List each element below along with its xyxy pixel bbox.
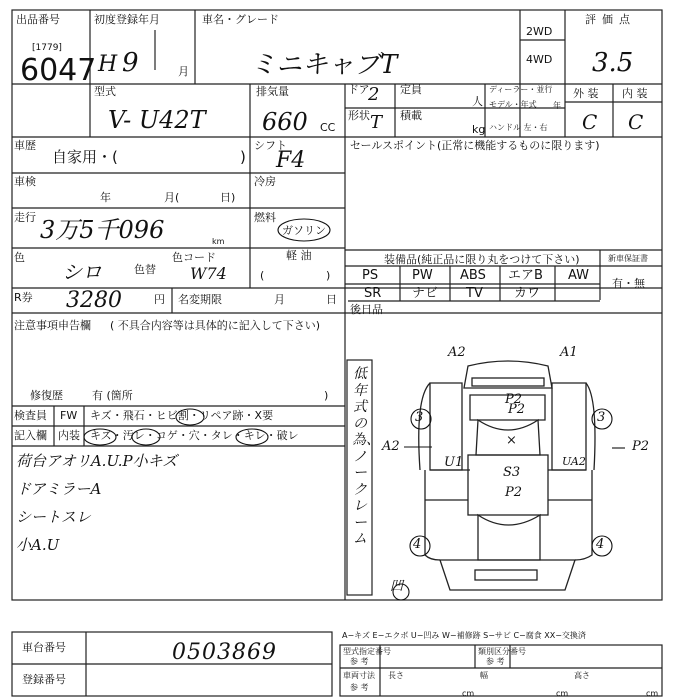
height-label: 高さ [574,671,590,680]
history-value: 自家用・( [52,148,118,166]
diagram-mark: P2 [505,392,523,407]
inspection-year: 年 [100,191,111,204]
interior-label: 内 装 [622,87,648,100]
handwritten-note-line: 荷台アオリA.U.P小キズ [16,452,178,470]
diagram-mark: P2 [508,402,526,417]
fw-label: FW [60,409,78,422]
history-label: 車歴 [14,139,36,152]
displacement-label: 排気量 [256,85,289,98]
chassis-label: 車台番号 [22,641,66,654]
next-day-label: 後日品 [350,303,383,316]
handwritten-note-line: シートスレ [16,508,91,526]
shape-label: 形状 [348,109,370,122]
ref-3: 参 考 [350,683,369,692]
equipment-item: TV [466,286,483,301]
warranty-label: 新車保証書 [608,254,648,263]
width-label: 幅 [480,671,488,680]
warranty-value: 有・無 [612,277,645,290]
shift-label: シフト [254,139,287,152]
aircon-label: 冷房 [254,175,276,188]
color-code: W74 [190,264,227,283]
ref-2: 参 考 [486,657,505,666]
first-registration-label: 初度登録年月 [94,13,160,26]
model-year-label: モデル・年式 [489,100,537,109]
diagram-mark: P2 [632,439,650,454]
diagram-mark: A2 [448,345,466,360]
diagram-mark: U1 [444,455,464,470]
equipment-item: ABS [460,268,486,283]
equipment-item: AW [568,268,590,283]
diagram-mark: 4 [596,537,605,552]
chassis-value: 0503869 [172,640,277,665]
equipment-item: エアB [508,268,543,283]
lot-number-small: [1779] [32,43,62,53]
recycle-value: 3280 [66,288,122,313]
equipment-item: PS [362,268,379,283]
load-label: 積載 [400,109,422,122]
equipment-label: 装備品(純正品に限り丸をつけて下さい) [384,253,580,266]
dealer-label: ディーラー・並行 [489,85,553,94]
selling-points-label: セールスポイント(正常に機能するものに限ります) [350,139,600,152]
diagram-mark: × [506,433,517,448]
load-unit: kg [472,123,486,136]
handle-label: ハンドル 左・右 [489,123,548,132]
mileage-label: 走行 [14,211,36,224]
mileage-value: 3万5千096 [40,216,165,244]
size-label: 車両寸法 [343,671,375,680]
inspector-label-1: 検査員 [14,409,47,422]
capacity-unit: 人 [472,95,483,108]
drive-4wd: 4WD [526,53,553,66]
fuel-label: 燃料 [254,211,276,224]
fuel-diesel: 軽 油 [286,249,312,262]
name-change-label: 名変期限 [178,293,222,306]
color-code-label: 色コード [172,251,216,264]
interior-inspect-items: キズ・汚レ・コゲ・穴・タレ・キレ・破レ [90,429,299,442]
fuel-gasoline: ガソリン [282,224,326,237]
interior-grade: C [628,110,644,134]
history-close: ) [240,148,246,166]
diagram-mark: 4 [413,537,422,552]
first-registration-month-label: 月 [178,65,189,78]
handwritten-note-line: ドアミラーA [16,480,102,498]
diagram-mark: A2 [382,439,400,454]
fuel-paren-open: ( [260,269,265,282]
cc-unit: CC [320,121,336,134]
doors-label: ドア [348,83,370,96]
capacity-label: 定員 [400,83,422,96]
drive-2wd: 2WD [526,25,553,38]
vertical-no-claim-note: 低年式の為、ノークレーム [352,366,380,547]
equipment-item: カワ [514,286,541,301]
lot-number-label: 出品番号 [16,13,60,26]
car-name-label: 車名・グレード [202,13,279,26]
ref-1: 参 考 [350,657,369,666]
class-label: 類別区分番号 [478,647,526,656]
length-label: 長さ [388,671,404,680]
equipment-item: ナビ [412,286,439,301]
equipment-item: PW [412,268,433,283]
diagram-mark: A1 [560,345,578,360]
exterior-grade: C [582,110,598,134]
model-label: 型式 [94,85,116,98]
damage-legend: A−キズ E−エクボ U−凹み W−補修跡 S−サビ C−腐食 XX−交換済 [342,631,586,640]
shape-value: T [370,112,383,133]
first-registration-year: 9 [122,48,139,78]
inspection-day: 日) [220,191,236,204]
interior-inspect-label: 内装 [58,429,80,442]
handwritten-note-line: 小A.U [16,536,60,554]
color-label: 色 [14,251,25,264]
diagram-mark: UA2 [562,455,586,468]
fuel-paren-close: ) [326,269,331,282]
score-label: 評価点 [585,13,636,26]
inspector-label-2: 記入欄 [14,429,47,442]
model-designation-label: 型式指定番号 [343,647,391,656]
inspection-month: 月( [164,191,180,204]
car-name: ミニキャブT [250,50,398,80]
notes-label: 注意事項申告欄 [14,319,91,332]
diagram-mark: 3 [597,410,606,425]
lot-number: 6047 [20,53,97,88]
mileage-unit: km [212,237,225,246]
inspection-label: 車検 [14,175,36,188]
model-value: V- U42T [108,106,206,134]
year-unit: 年 [553,101,561,110]
width-unit: cm [556,689,569,698]
name-change-month: 月 [274,293,285,306]
height-unit: cm [646,689,659,698]
color-value: シロ [62,260,102,284]
equipment-item: SR [364,286,382,301]
recycle-unit: 円 [154,293,165,306]
repair-label: 修復歴 [30,389,63,402]
notes-sub: ( 不具合内容等は具体的に記入して下さい) [110,319,321,332]
fw-items: キズ・飛石・ヒビ割・リペア跡・X要 [90,409,274,422]
score-value: 3.5 [592,48,634,78]
exterior-label: 外 装 [573,87,599,100]
diagram-mark: S3 [503,465,521,480]
registration-label: 登録番号 [22,673,66,686]
diagram-mark: 凹 [390,579,404,594]
name-change-day: 日 [326,293,337,306]
first-registration-era: H [98,52,118,77]
length-unit: cm [462,689,475,698]
doors-value: 2 [368,84,380,105]
shift-value: F4 [276,148,306,173]
diagram-mark: 3 [415,410,424,425]
color-change-label: 色替 [134,263,156,276]
repair-close: ) [324,389,329,402]
diagram-mark: P2 [505,485,523,500]
displacement-value: 660 [262,108,308,136]
repair-value: 有 (箇所 [92,389,133,402]
recycle-label: R券 [14,291,33,304]
